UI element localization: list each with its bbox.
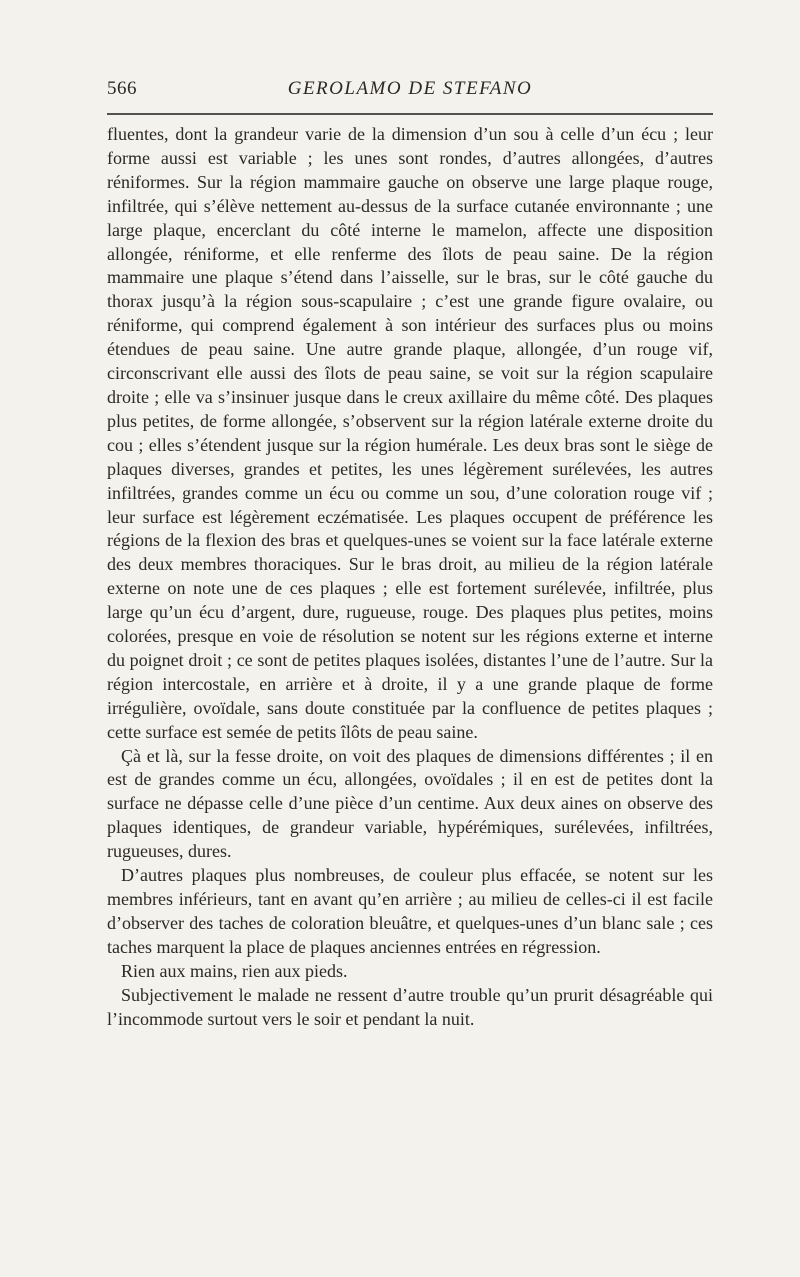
paragraph: Rien aux mains, rien aux pieds. bbox=[121, 960, 348, 981]
paragraph: Subjectivement le malade ne ressent d’autre trouble qu’un prurit désagréable qui l’incommode surtout vers le soir et pendant la nuit. bbox=[107, 984, 713, 1029]
header-rule bbox=[107, 113, 713, 115]
body-text bbox=[107, 123, 713, 1031]
page-number: 566 bbox=[107, 78, 137, 99]
page-header bbox=[107, 78, 713, 102]
running-title: GEROLAMO DE STEFANO bbox=[287, 78, 533, 99]
paragraph: Çà et là, sur la fesse droite, on voit des plaques de dimensions différentes ; il en est de grandes comme un écu, allongées, ovoïdales ; il en est de petites dont la surface ne dépasse celle d’une pièce d’un centime. Aux deux aines on observe des plaques identiques, de grandeur variable, hypérémiques, surélevées, infiltrées, rugueuses, dures. bbox=[107, 745, 713, 862]
paragraph: D’autres plaques plus nombreuses, de couleur plus effacée, se notent sur les membres inférieurs, tant en avant qu’en arrière ; au milieu de celles-ci il est facile d’observer des taches de coloration bleuâtre, et quelques-unes d’un blanc sale ; ces taches marquent la place de plaques anciennes entrées en régression. bbox=[107, 865, 713, 957]
paragraph-continued: fluentes, dont la grandeur varie de la dimension d’un sou à celle d’un écu ; leur forme aussi est variable ; les unes sont rondes, d’autres allongées, d’autres réniformes. Sur la région mammaire gauche on observe une large plaque rouge, infiltrée, qui s’élève nettement au-dessus de la surface cutanée environnante ; une large plaque, encerclant du côté interne le mamelon, affecte une disposition allongée, réniforme, et elle renferme des îlots de peau saine. De la région mammaire une plaque s’étend dans l’aisselle, sur le bras, sur le côté gauche du thorax jusqu’à la région sous-scapulaire ; c’est une grande figure ovalaire, ou réniforme, qui comprend également à son intérieur des surfaces plus ou moins étendues de peau saine. Une autre grande plaque, allongée, d’un rouge vif, circonscrivant elle aussi des îlots de peau saine, se voit sur la région scapulaire droite ; elle va s’insinuer jusque dans le creux axillaire du même côté. Des plaques plus petites, de forme allongée, s’observent sur la région latérale externe droite du cou ; elles s’étendent jusque sur la région humérale. Les deux bras sont le siège de plaques diverses, grandes et petites, les unes légèrement surélevées, les autres infiltrées, grandes comme un écu ou comme un sou, d’une coloration rouge vif ; leur surface est légèrement eczématisée. Les plaques occupent de préférence les régions de la flexion des bras et quelques-unes se voient sur la face latérale externe des deux membres thoraciques. Sur le bras droit, au milieu de la région latérale externe on note une de ces plaques ; elle est fortement surélevée, infiltrée, plus large qu’un écu d’argent, dure, rugueuse, rouge. Des plaques plus petites, moins colorées, presque en voie de résolution se notent sur les régions externe et interne du poignet droit ; ce sont de petites plaques isolées, distantes l’une de l’autre. Sur la région intercostale, en arrière et à droite, il y a une grande plaque de forme irrégulière, ovoïdale, sans doute constituée par la confluence de petites plaques ; cette surface est semée de petits îlôts de peau saine. bbox=[107, 124, 713, 742]
